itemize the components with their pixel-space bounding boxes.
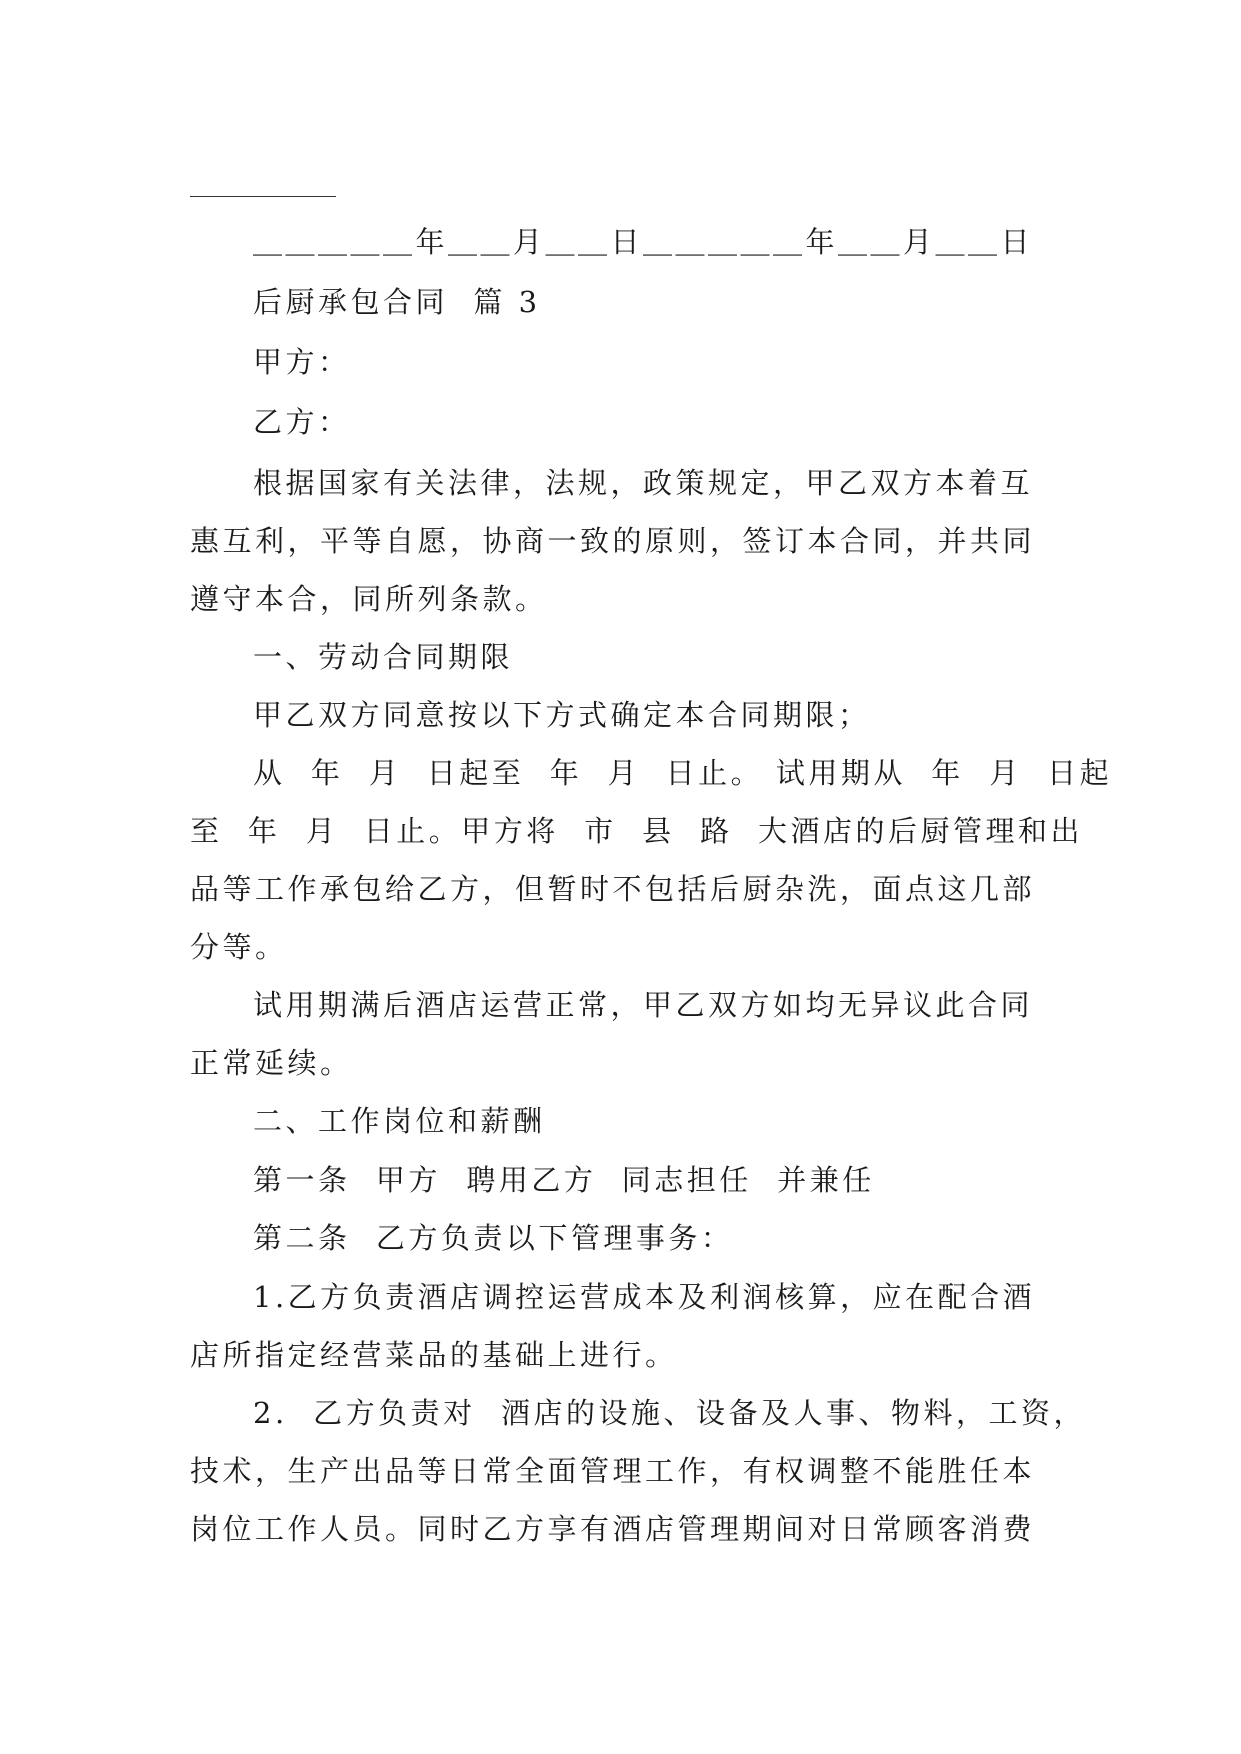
intro-line-1: 根据国家有关法律，法规，政策规定，甲乙双方本着互 — [253, 466, 1034, 500]
article-1: 第一条 甲方 聘用乙方 同志担任 并兼任 — [253, 1163, 875, 1197]
section1-para3-line-2: 正常延续。 — [190, 1046, 353, 1080]
section1-para2-line-2: 至 年 月 日止。甲方将 市 县 路 大酒店的后厨管理和出 — [190, 814, 1084, 848]
item2-line-2: 技术，生产出品等日常全面管理工作，有权调整不能胜任本 — [190, 1454, 1036, 1488]
section1-title: 一、劳动合同期限 — [253, 640, 514, 674]
item1-line-1: 1.乙方负责酒店调控运营成本及利润核算，应在配合酒 — [253, 1280, 1036, 1314]
section2-title: 二、工作岗位和薪酬 — [253, 1104, 546, 1138]
party-a-label: 甲方： — [253, 345, 351, 379]
item2-line-3: 岗位工作人员。同时乙方享有酒店管理期间对日常顾客消费 — [190, 1512, 1036, 1546]
item1-line-2: 店所指定经营菜品的基础上进行。 — [190, 1338, 678, 1372]
party-b-label: 乙方： — [253, 405, 351, 439]
section1-para3-line-1: 试用期满后酒店运营正常，甲乙双方如均无异议此合同 — [253, 988, 1034, 1022]
date-line: ＿＿＿＿＿年＿＿月＿＿日＿＿＿＿＿年＿＿月＿＿日 — [253, 225, 1034, 259]
section1-para2-line-4: 分等。 — [190, 930, 288, 964]
intro-line-2: 惠互利，平等自愿，协商一致的原则，签订本合同，并共同 — [190, 524, 1036, 558]
item2-line-1: 2. 乙方负责对 酒店的设施、设备及人事、物料，工资， — [253, 1396, 1087, 1430]
section1-para2-line-3: 品等工作承包给乙方，但暂时不包括后厨杂洗，面点这几部 — [190, 872, 1036, 906]
intro-line-3: 遵守本合，同所列条款。 — [190, 582, 548, 616]
document-title: 后厨承包合同 篇 3 — [253, 285, 541, 319]
section1-para2-line-1: 从 年 月 日起至 年 月 日止。 试用期从 年 月 日起 — [253, 756, 1113, 790]
article-2: 第二条 乙方负责以下管理事务： — [253, 1221, 734, 1255]
section1-para1: 甲乙双方同意按以下方式确定本合同期限； — [253, 698, 871, 732]
top-rule — [190, 196, 336, 197]
